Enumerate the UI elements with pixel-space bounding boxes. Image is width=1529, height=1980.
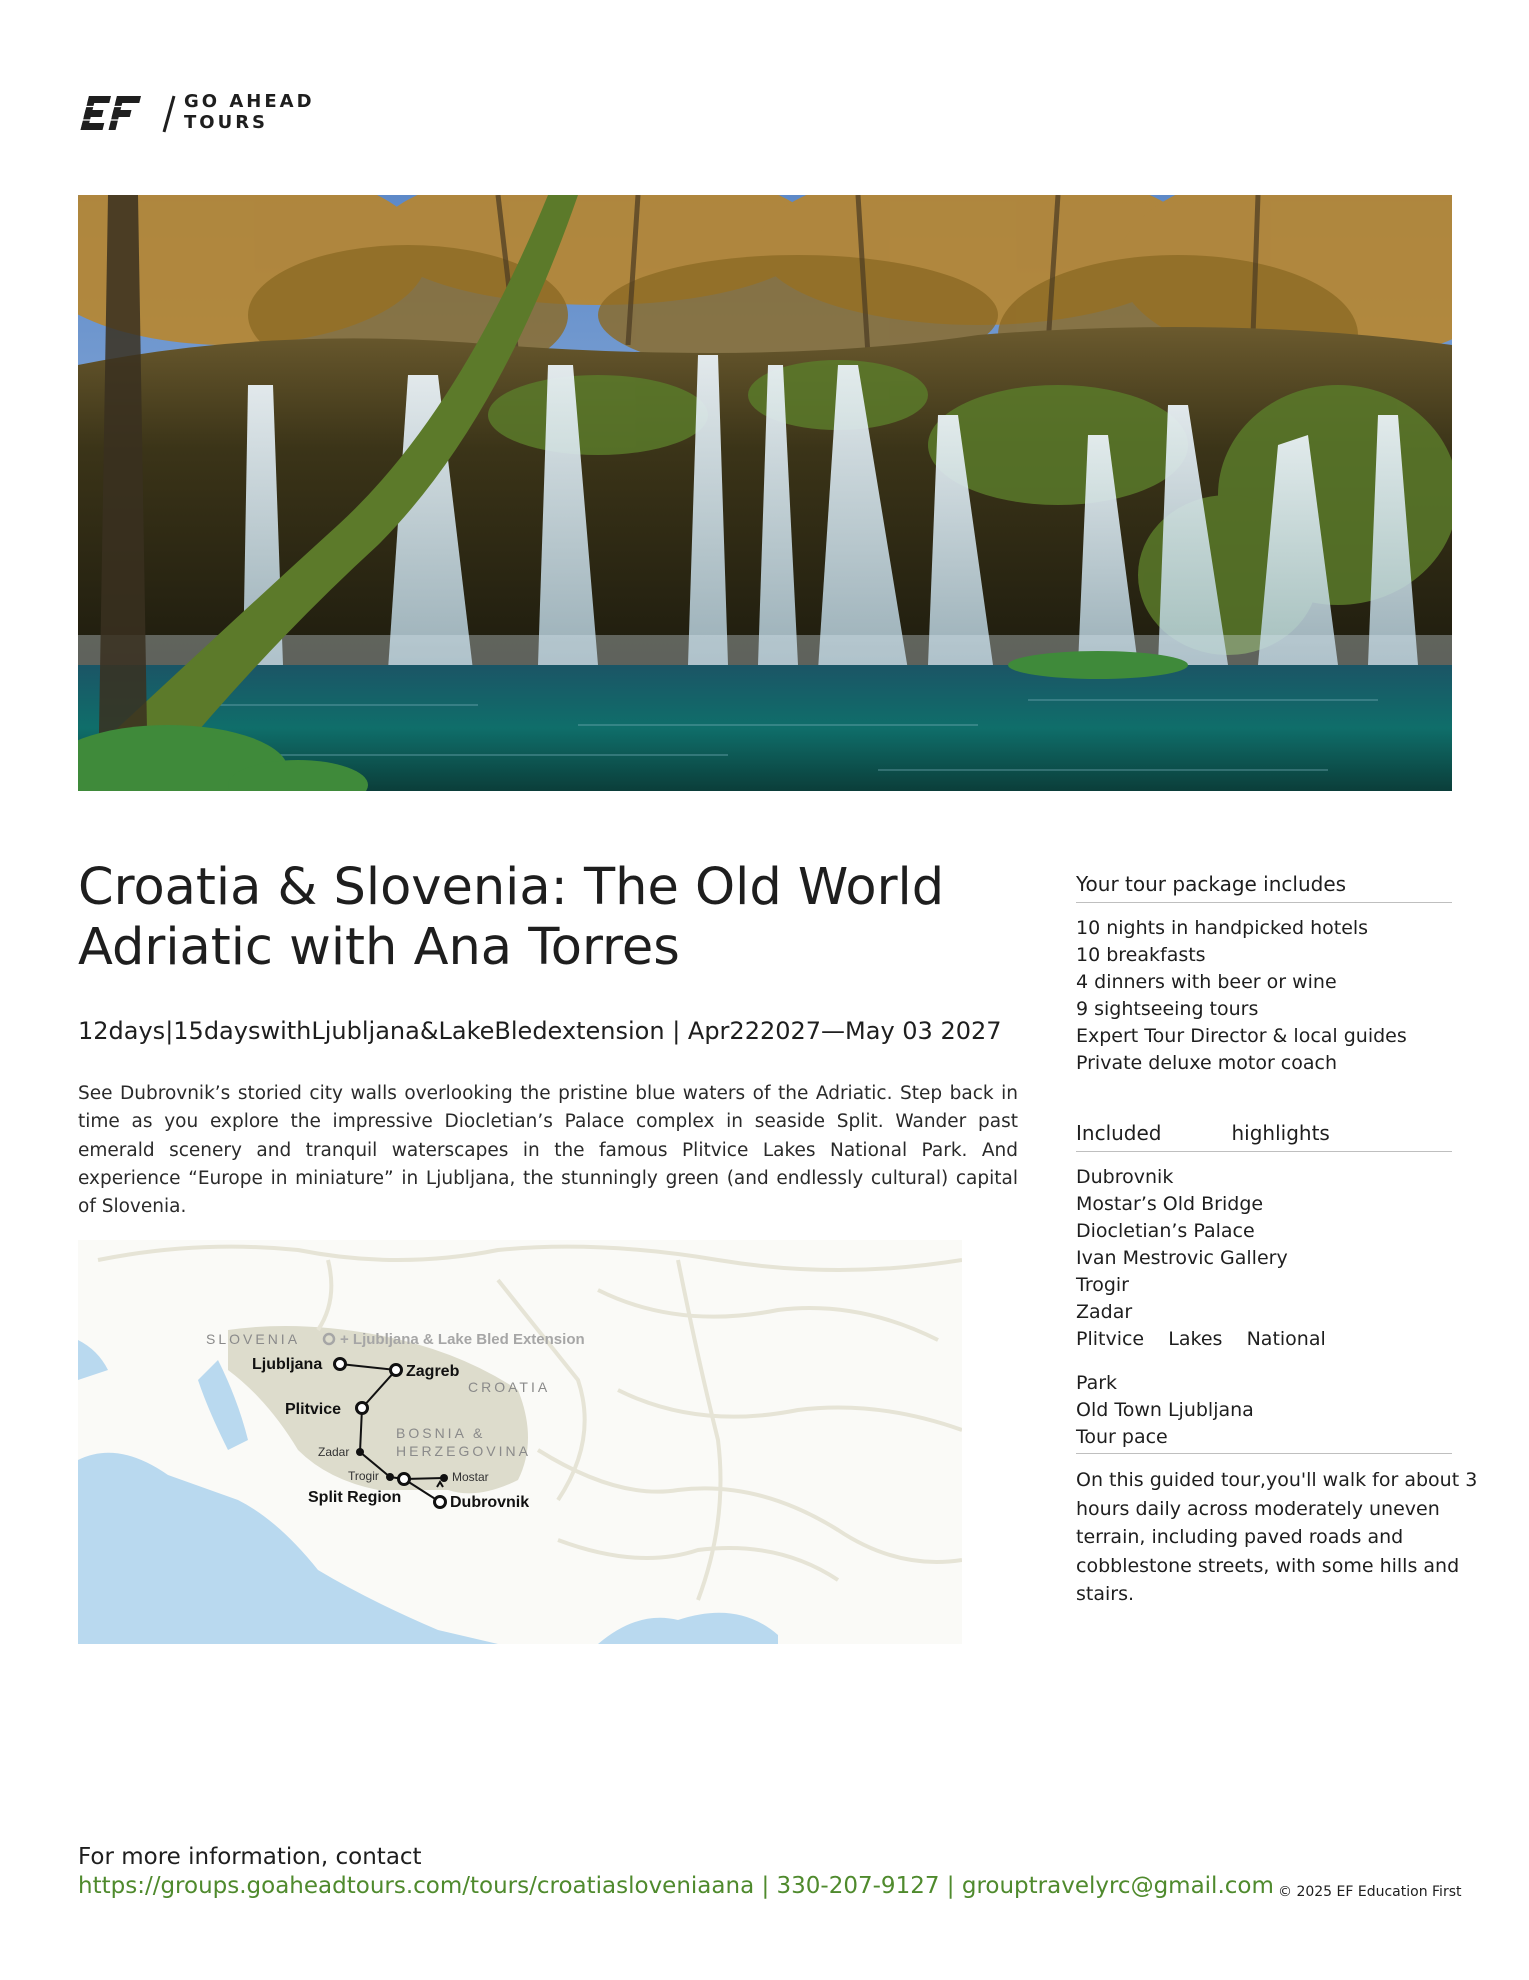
- highlight-item: Diocletian’s Palace: [1076, 1220, 1255, 1242]
- go-ahead-tours-logo: [78, 92, 318, 134]
- package-item: Expert Tour Director & local guides: [1076, 1025, 1407, 1047]
- tour-duration-dates: 12days|15dayswithLjubljana&LakeBledextension | Apr222027—May 03 2027: [78, 1017, 1002, 1045]
- tour-route-map: [78, 1240, 962, 1644]
- city-label-plitvice: Plitvice: [285, 1401, 342, 1418]
- city-label-trogir: Trogir: [348, 1469, 379, 1483]
- city-label-zagreb: Zagreb: [406, 1363, 460, 1380]
- package-list: [1076, 915, 1452, 1077]
- highlights-heading: [1076, 1121, 1452, 1152]
- stop-marker-zadar: [356, 1448, 364, 1456]
- package-item: Private deluxe motor coach: [1076, 1052, 1337, 1074]
- map-label-slovenia: SLOVENIA: [206, 1331, 301, 1347]
- map-label-bosnia-2: HERZEGOVINA: [396, 1443, 531, 1459]
- tour-pace-heading: Tour pace: [1076, 1424, 1452, 1454]
- stop-marker-mostar: [440, 1474, 448, 1482]
- highlight-item: Mostar’s Old Bridge: [1076, 1193, 1264, 1215]
- brand-line-1: GO AHEAD: [184, 91, 315, 112]
- city-label-dubrovnik: Dubrovnik: [450, 1494, 530, 1511]
- package-item: 10 breakfasts: [1076, 944, 1206, 966]
- highlights-heading-word1: Included: [1076, 1121, 1162, 1145]
- tyrrhenian-sea: [78, 1340, 108, 1380]
- stop-marker-zagreb: [391, 1365, 402, 1376]
- stop-marker-split: [399, 1474, 410, 1485]
- highlight-item: Old Town Ljubljana: [1076, 1399, 1254, 1421]
- copyright-notice: © 2025 EF Education First: [1278, 1884, 1462, 1900]
- highlight-item: Plitvice Lakes National: [1076, 1328, 1326, 1350]
- package-item: 9 sightseeing tours: [1076, 998, 1259, 1020]
- highlight-item: Trogir: [1076, 1274, 1129, 1296]
- highlight-item: Zadar: [1076, 1301, 1133, 1323]
- route-map-graphic: [78, 1240, 962, 1644]
- city-label-zadar: Zadar: [318, 1445, 350, 1459]
- brand-line-2: TOURS: [184, 112, 269, 133]
- city-label-split: Split Region: [308, 1489, 402, 1506]
- aegean-sea: [598, 1613, 778, 1644]
- city-label-ljubljana: Ljubljana: [252, 1356, 323, 1373]
- stop-marker-dubrovnik: [435, 1497, 446, 1508]
- highlight-item: Dubrovnik: [1076, 1166, 1174, 1188]
- map-label-extension: + Ljubljana & Lake Bled Extension: [340, 1331, 585, 1348]
- map-label-croatia: CROATIA: [468, 1379, 551, 1395]
- city-label-mostar: Mostar: [452, 1470, 489, 1484]
- contact-link[interactable]: https://groups.goaheadtours.com/tours/croatiasloveniaana | 330-207-9127 | grouptravelyrc@gmail.com: [78, 1873, 1274, 1899]
- tour-description: See Dubrovnik’s storied city walls overlooking the pristine blue waters of the Adriatic. Step back in time as you explore the impressive Diocletian’s Palace complex in seaside Split. Wander past emerald scenery and tranquil waterscapes in the famous Plitvice Lakes National Park. And experience “Europe in miniature” in Ljubljana, the stunningly green (and endlessly cultural) capital of Slovenia.: [78, 1083, 1018, 1218]
- package-item: 10 nights in handpicked hotels: [1076, 917, 1369, 939]
- contact-label: For more information, contact: [78, 1844, 422, 1870]
- tour-info-sidebar: [1076, 872, 1478, 1609]
- package-item: 4 dinners with beer or wine: [1076, 971, 1337, 993]
- waterfall-illustration: [78, 195, 1452, 791]
- stop-marker-trogir: [386, 1473, 394, 1481]
- tour-title: Croatia & Slovenia: The Old World Adriatic with Ana Torres: [78, 858, 945, 977]
- highlight-item: Park: [1076, 1372, 1118, 1394]
- highlights-list: [1076, 1164, 1452, 1424]
- highlight-item: Ivan Mestrovic Gallery: [1076, 1247, 1288, 1269]
- stop-marker-ljubljana: [335, 1359, 346, 1370]
- ef-logo-icon: [78, 92, 146, 134]
- highlights-heading-word2: highlights: [1231, 1121, 1330, 1145]
- logo-divider-slash: [154, 94, 184, 134]
- package-heading: Your tour package includes: [1076, 872, 1452, 903]
- map-label-bosnia-1: BOSNIA &: [396, 1425, 486, 1441]
- hero-waterfall-image: [78, 195, 1452, 791]
- tour-pace-text: On this guided tour,you'll walk for about 3 hours daily across moderately uneven terrain, including paved roads and cobblestone streets, with some hills and stairs.: [1076, 1469, 1478, 1605]
- stop-marker-plitvice: [357, 1403, 368, 1414]
